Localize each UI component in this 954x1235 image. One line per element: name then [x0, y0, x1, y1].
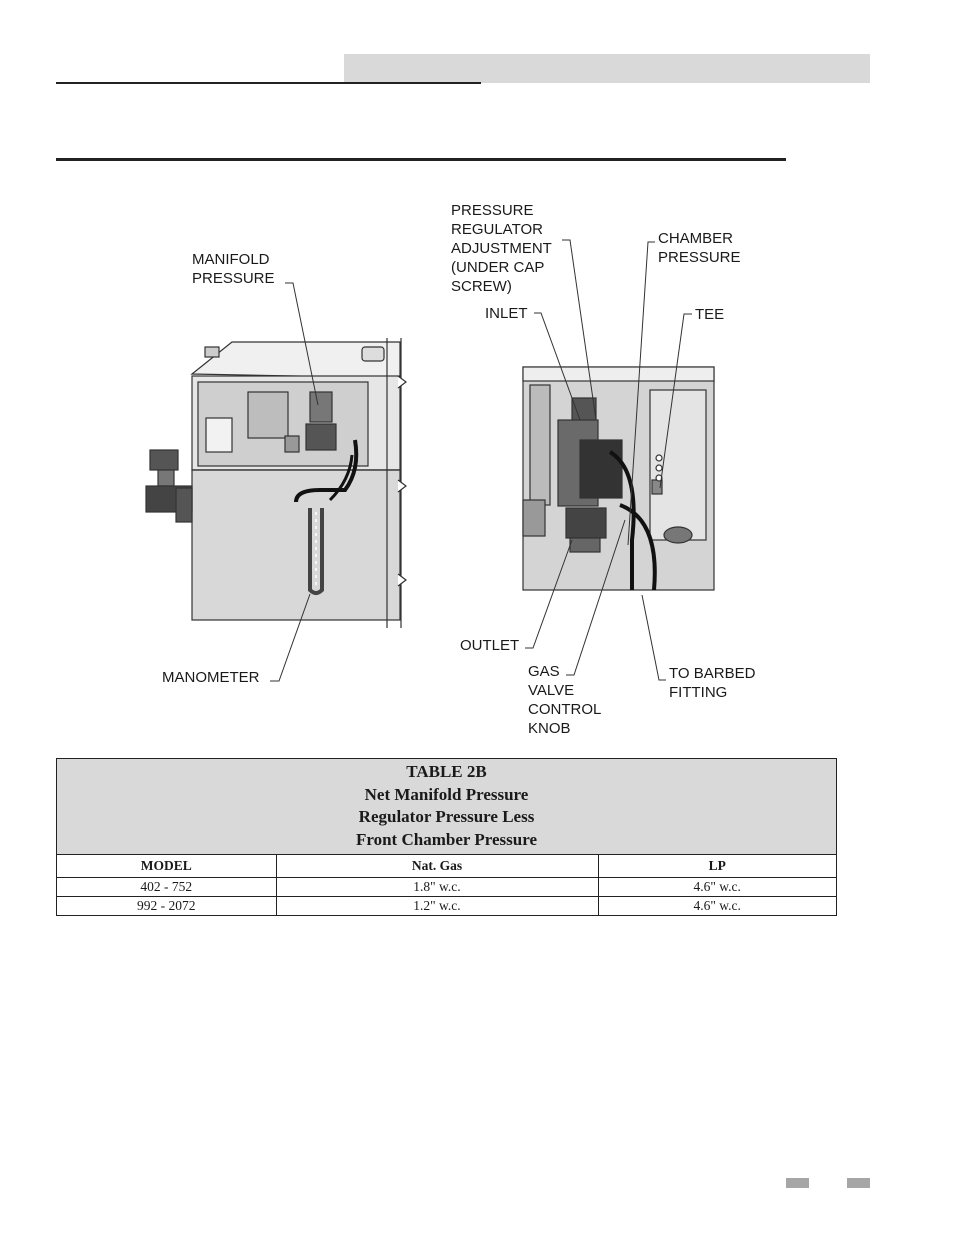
pressure-table: [56, 758, 837, 916]
table-row: [57, 897, 836, 916]
barbed-fitting-label: TO BARBED FITTING: [669, 665, 756, 701]
table-cell: 992 - 2072: [57, 897, 276, 916]
gas-valve-knob-label: GAS VALVE CONTROL KNOB: [528, 663, 602, 737]
column-header-model: MODEL: [57, 855, 276, 878]
pressure-regulator-label: PRESSURE REGULATOR ADJUSTMENT (UNDER CAP SCREW): [451, 202, 552, 295]
manifold-pressure-label: MANIFOLD PRESSURE: [192, 251, 275, 287]
column-header-lp: LP: [598, 855, 836, 878]
table-caption: [57, 759, 836, 855]
table-caption-line: TABLE 2B: [406, 762, 487, 781]
table-caption-line: Regulator Pressure Less: [358, 807, 535, 826]
table-cell: 4.6" w.c.: [598, 878, 836, 897]
outlet-label: OUTLET: [460, 637, 520, 654]
manometer-label: MANOMETER: [162, 669, 260, 686]
table-cell: 1.2" w.c.: [276, 897, 598, 916]
table-cell: 402 - 752: [57, 878, 276, 897]
column-header-nat-gas: Nat. Gas: [276, 855, 598, 878]
tee-label: TEE: [695, 306, 725, 323]
gas-valve-closeup: [523, 367, 714, 590]
table-caption-line: Front Chamber Pressure: [355, 829, 537, 849]
boiler-illustration: [146, 338, 406, 628]
footer-box-right: [847, 1178, 870, 1188]
table-header-row: [57, 855, 836, 878]
table-cell: 1.8" w.c.: [276, 878, 598, 897]
table-row: [57, 878, 836, 897]
inlet-label: INLET: [485, 305, 528, 322]
chamber-pressure-label: CHAMBER PRESSURE: [658, 230, 741, 266]
table-grid: [57, 855, 836, 915]
table-cell: 4.6" w.c.: [598, 897, 836, 916]
table-caption-line: Net Manifold Pressure: [364, 784, 529, 804]
footer-box-left: [786, 1178, 809, 1188]
